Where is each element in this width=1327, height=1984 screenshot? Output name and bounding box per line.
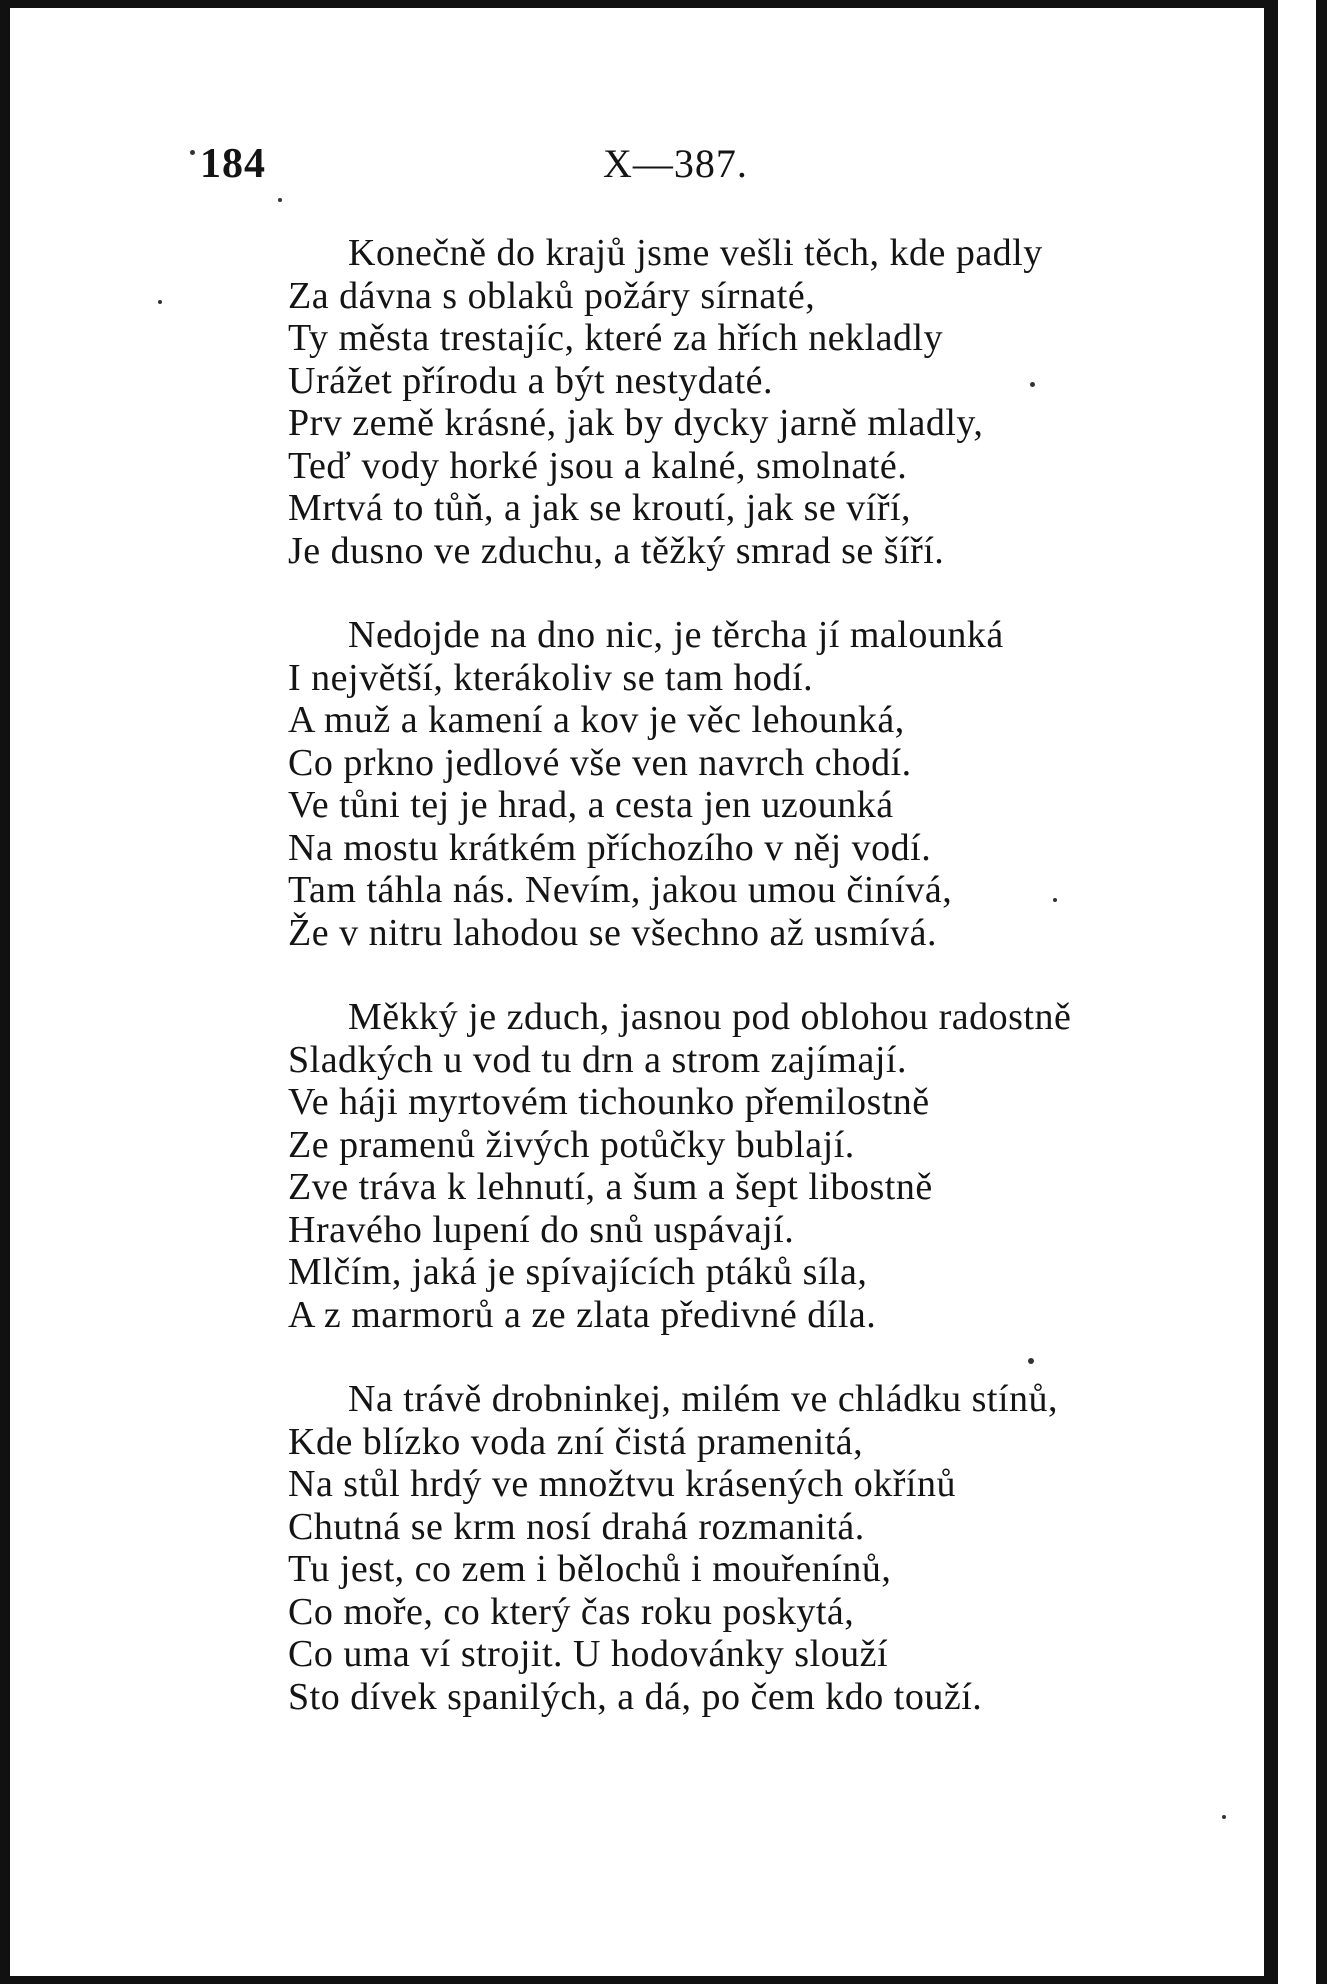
verse-line: Na stůl hrdý ve množtvu krásených okřínů — [288, 1463, 956, 1505]
page-header — [0, 140, 1327, 190]
signature-mark: X—387. — [603, 141, 748, 186]
verse-line: Tam táhla nás. Nevím, jakou umou činívá, — [288, 869, 953, 911]
stanza — [288, 996, 1188, 1336]
verse-line: Co uma ví strojit. U hodovánky slouží — [288, 1633, 889, 1675]
verse-line: Ve tůni tej je hrad, a cesta jen uzounká — [288, 784, 894, 826]
page-gutter-edge — [1264, 0, 1278, 1984]
verse-line: Co prkno jedlové vše ven navrch chodí. — [288, 741, 912, 784]
verse-line: Na mostu krátkém příchozího v něj vodí. — [288, 826, 932, 869]
verse-line: Urážet přírodu a být nestydaté. — [288, 359, 774, 402]
verse-line: Je dusno ve zduchu, a těžký smrad se šíří. — [288, 529, 945, 572]
verse-line: Chutná se krm nosí drahá rozmanitá. — [288, 1505, 865, 1548]
verse-line: Mlčím, jaká je spívajících ptáků síla, — [288, 1251, 868, 1293]
verse-line: Že v nitru lahodou se všechno až usmívá. — [288, 911, 937, 954]
speck — [158, 300, 162, 304]
verse-line: Sladkých u vod tu drn a strom zajímají. — [288, 1038, 907, 1081]
stanza — [288, 1378, 1188, 1718]
verse-line: Ve háji myrtovém tichounko přemilostně — [288, 1081, 930, 1123]
poem-body — [288, 232, 1188, 1760]
verse-line: Kde blízko voda zní čistá pramenitá, — [288, 1420, 864, 1463]
stanza — [288, 614, 1188, 954]
verse-line: Za dávna s oblaků požáry sírnaté, — [288, 274, 816, 317]
stanza — [288, 232, 1188, 572]
verse-line: Na trávě drobninkej, milém ve chládku stínů, — [348, 1378, 1059, 1420]
verse-line: Měkký je zduch, jasnou pod oblohou radostně — [348, 996, 1072, 1038]
scan-edge-right — [1316, 0, 1327, 1984]
speck — [1222, 1815, 1226, 1819]
page-number: 184 — [200, 141, 266, 187]
verse-line: Mrtvá to tůň, a jak se kroutí, jak se víří, — [288, 487, 912, 529]
verse-line: Ze pramenů živých potůčky bublají. — [288, 1123, 855, 1166]
speck — [278, 198, 282, 202]
verse-line: Prv země krásné, jak by dycky jarně mladly, — [288, 402, 984, 444]
verse-line: Sto dívek spanilých, a dá, po čem kdo touží. — [288, 1675, 983, 1718]
verse-line: I největší, kterákoliv se tam hodí. — [288, 656, 814, 699]
verse-line: Konečně do krajů jsme vešli těch, kde padly — [348, 232, 1043, 274]
verse-line: Hravého lupení do snů uspávají. — [288, 1208, 795, 1251]
verse-line: Teď vody horké jsou a kalné, smolnaté. — [288, 444, 908, 487]
verse-line: Co moře, co který čas roku poskytá, — [288, 1590, 855, 1633]
facing-page-sliver — [1278, 0, 1316, 1984]
verse-line: Ty města trestajíc, které za hřích nekladly — [288, 317, 944, 359]
verse-line: A z marmorů a ze zlata předivné díla. — [288, 1293, 877, 1336]
verse-line: Nedojde na dno nic, je těrcha jí malounká — [348, 614, 1004, 656]
verse-line: A muž a kamení a kov je věc lehounká, — [288, 699, 905, 741]
verse-line: Tu jest, co zem i bělochů i mouřenínů, — [288, 1548, 892, 1590]
verse-line: Zve tráva k lehnutí, a šum a šept libostně — [288, 1166, 933, 1208]
